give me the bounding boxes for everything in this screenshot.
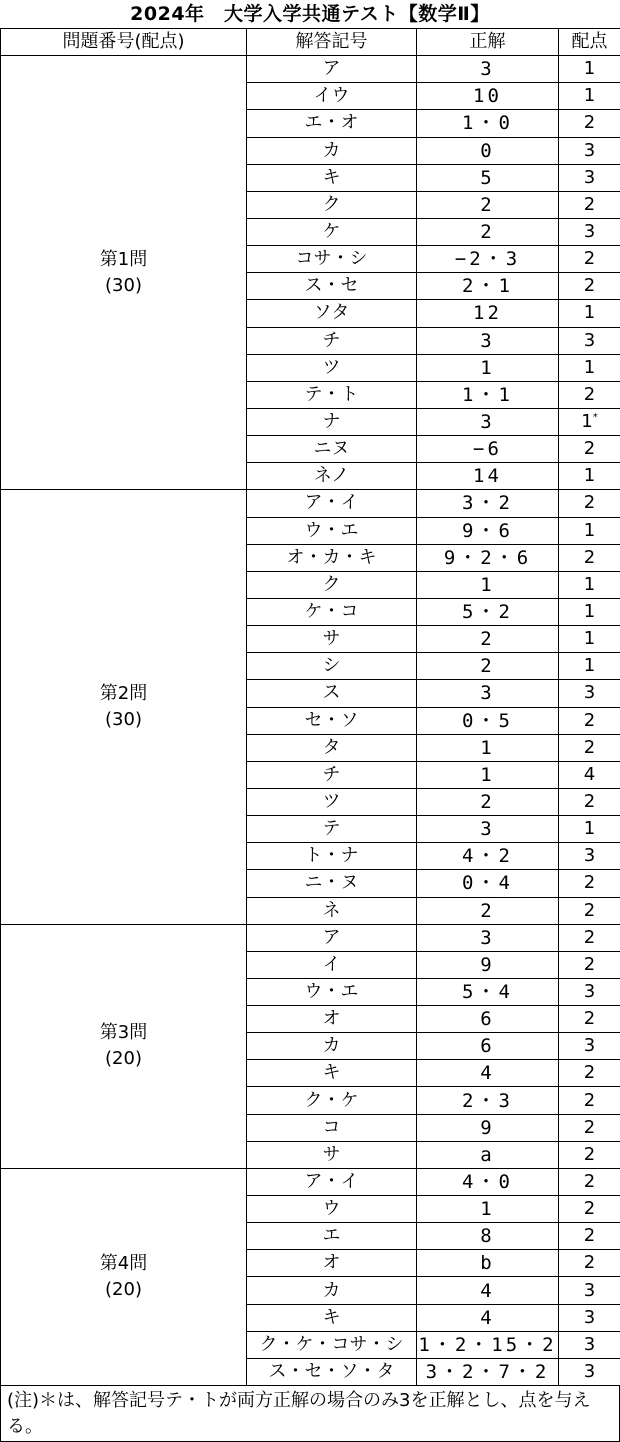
points-value: 1 — [584, 357, 595, 378]
question-name: 第2問 — [1, 681, 246, 707]
header-points: 配点 — [559, 29, 620, 56]
answer-value: 3・2・7・2 — [417, 1358, 559, 1385]
points-cell — [559, 1223, 620, 1250]
points-cell — [559, 816, 620, 843]
answer-value: 4・2 — [417, 843, 559, 870]
points-cell — [559, 1304, 620, 1331]
answer-symbol: ア — [247, 924, 417, 951]
question-name: 第4問 — [1, 1251, 246, 1277]
answer-value: 5・4 — [417, 978, 559, 1005]
points-value: 3 — [584, 1280, 595, 1301]
answer-value: 1 — [417, 354, 559, 381]
answer-value: 1 — [417, 734, 559, 761]
points-cell — [559, 734, 620, 761]
answer-value: −2・3 — [417, 246, 559, 273]
answer-value: 5 — [417, 164, 559, 191]
answer-symbol: ス・セ — [247, 273, 417, 300]
answer-value: 4 — [417, 1060, 559, 1087]
answer-symbol: ケ・コ — [247, 598, 417, 625]
answer-symbol: ニヌ — [247, 436, 417, 463]
header-question: 問題番号(配点) — [1, 29, 247, 56]
points-cell — [559, 598, 620, 625]
points-cell — [559, 626, 620, 653]
answer-symbol: サ — [247, 1141, 417, 1168]
points-value: 2 — [584, 438, 595, 459]
answer-value: 2 — [417, 218, 559, 245]
points-value: 2 — [584, 248, 595, 269]
points-value: 1 — [584, 601, 595, 622]
points-value: 3 — [584, 1307, 595, 1328]
answer-symbol: シ — [247, 653, 417, 680]
table-row — [1, 924, 620, 951]
answer-symbol: ク — [247, 571, 417, 598]
points-cell — [559, 1060, 620, 1087]
answer-symbol: エ — [247, 1223, 417, 1250]
points-cell — [559, 1168, 620, 1195]
points-value: 1 — [584, 465, 595, 486]
points-value: 2 — [584, 275, 595, 296]
answer-symbol: キ — [247, 1060, 417, 1087]
answer-symbol: オ — [247, 1006, 417, 1033]
points-value: 2 — [584, 1198, 595, 1219]
answer-value: 9・6 — [417, 517, 559, 544]
answer-value: a — [417, 1141, 559, 1168]
points-cell — [559, 137, 620, 164]
answer-symbol: ア・イ — [247, 1168, 417, 1195]
answer-symbol: キ — [247, 1304, 417, 1331]
answer-value: b — [417, 1250, 559, 1277]
answer-symbol: ク・ケ・コサ・シ — [247, 1331, 417, 1358]
points-value: 3 — [584, 140, 595, 161]
points-value: 2 — [584, 1090, 595, 1111]
answer-value: 2・3 — [417, 1087, 559, 1114]
points-value: 3 — [584, 1361, 595, 1382]
points-cell — [559, 1250, 620, 1277]
points-cell — [559, 246, 620, 273]
points-value: 3 — [584, 167, 595, 188]
answer-value: 0・4 — [417, 870, 559, 897]
points-cell — [559, 490, 620, 517]
answer-symbol: チ — [247, 327, 417, 354]
points-cell — [559, 761, 620, 788]
points-value: 2 — [584, 1062, 595, 1083]
header-answer: 正解 — [417, 29, 559, 56]
points-value: 2 — [584, 547, 595, 568]
answer-symbol: ウ・エ — [247, 517, 417, 544]
answer-symbol: ソタ — [247, 300, 417, 327]
answer-symbol: イ — [247, 951, 417, 978]
points-value: 2 — [584, 872, 595, 893]
answer-value: 3 — [417, 924, 559, 951]
question-name: 第1問 — [1, 247, 246, 273]
points-cell — [559, 924, 620, 951]
answer-symbol: テ — [247, 816, 417, 843]
points-value: 2 — [584, 710, 595, 731]
answer-value: 2・1 — [417, 273, 559, 300]
answer-symbol: オ — [247, 1250, 417, 1277]
points-value: 2 — [584, 492, 595, 513]
points-value: 2 — [584, 1144, 595, 1165]
answer-value: 9 — [417, 1114, 559, 1141]
answer-value: 1・2・15・2 — [417, 1331, 559, 1358]
points-cell — [559, 1033, 620, 1060]
answer-symbol: ネノ — [247, 463, 417, 490]
answer-value: 2 — [417, 626, 559, 653]
answer-symbol: ウ・エ — [247, 978, 417, 1005]
table-body — [1, 56, 620, 1386]
points-value: 2 — [584, 927, 595, 948]
answer-symbol: ク・ケ — [247, 1087, 417, 1114]
answer-symbol: ニ・ヌ — [247, 870, 417, 897]
answer-symbol: テ・ト — [247, 381, 417, 408]
question-score: (20) — [1, 1277, 246, 1303]
points-cell — [559, 870, 620, 897]
points-value: 3 — [584, 981, 595, 1002]
points-cell — [559, 300, 620, 327]
answer-symbol: サ — [247, 626, 417, 653]
table-row — [1, 490, 620, 517]
points-cell — [559, 897, 620, 924]
table-row — [1, 1168, 620, 1195]
question-cell — [1, 924, 247, 1168]
answer-value: 1・0 — [417, 110, 559, 137]
answer-symbol: カ — [247, 137, 417, 164]
points-cell — [559, 354, 620, 381]
points-value: 2 — [584, 384, 595, 405]
answer-symbol: チ — [247, 761, 417, 788]
answer-symbol: オ・カ・キ — [247, 544, 417, 571]
table-row — [1, 56, 620, 83]
answer-value: 1 — [417, 761, 559, 788]
points-cell — [559, 544, 620, 571]
answer-table — [0, 28, 620, 1386]
points-cell — [559, 1358, 620, 1385]
answer-value: 1 — [417, 571, 559, 598]
question-score: (30) — [1, 273, 246, 299]
answer-symbol: ツ — [247, 788, 417, 815]
points-value: 1 — [584, 574, 595, 595]
points-cell — [559, 56, 620, 83]
points-value: 2 — [584, 954, 595, 975]
answer-symbol: ツ — [247, 354, 417, 381]
points-cell — [559, 1277, 620, 1304]
points-value: 2 — [584, 194, 595, 215]
points-value: 1 — [584, 655, 595, 676]
points-value: 2 — [584, 900, 595, 921]
points-value: 1 — [584, 85, 595, 106]
points-value: 3 — [584, 1334, 595, 1355]
answer-symbol: ス・セ・ソ・タ — [247, 1358, 417, 1385]
points-cell — [559, 978, 620, 1005]
answer-value: 2 — [417, 788, 559, 815]
points-cell — [559, 463, 620, 490]
answer-value: 1 — [417, 1196, 559, 1223]
points-cell — [559, 1141, 620, 1168]
answer-symbol: ク — [247, 191, 417, 218]
points-cell — [559, 1196, 620, 1223]
points-value: 3 — [584, 221, 595, 242]
points-value: 1 — [584, 628, 595, 649]
answer-value: 2 — [417, 653, 559, 680]
points-cell — [559, 110, 620, 137]
answer-value: 3 — [417, 56, 559, 83]
answer-symbol: セ・ソ — [247, 707, 417, 734]
points-value: 2 — [584, 1225, 595, 1246]
answer-value: 3 — [417, 327, 559, 354]
answer-symbol: コ — [247, 1114, 417, 1141]
answer-symbol: ト・ナ — [247, 843, 417, 870]
answer-symbol: ナ — [247, 408, 417, 435]
question-score: (30) — [1, 707, 246, 733]
question-cell — [1, 56, 247, 490]
answer-value: 12 — [417, 300, 559, 327]
answer-value: 5・2 — [417, 598, 559, 625]
points-value: 2 — [584, 1008, 595, 1029]
points-cell — [559, 1331, 620, 1358]
table-header-row — [1, 29, 620, 56]
points-value: 2 — [584, 1171, 595, 1192]
answer-value: 4 — [417, 1304, 559, 1331]
footnote: (注)＊は、解答記号テ・トが両方正解の場合のみ3を正解とし、点を与える。 — [0, 1386, 620, 1442]
points-cell — [559, 327, 620, 354]
header-symbol: 解答記号 — [247, 29, 417, 56]
points-value: 1 — [584, 818, 595, 839]
points-cell — [559, 191, 620, 218]
points-cell — [559, 436, 620, 463]
answer-value: 6 — [417, 1006, 559, 1033]
answer-symbol: ア — [247, 56, 417, 83]
points-value: 1 — [581, 411, 592, 432]
points-cell — [559, 381, 620, 408]
points-value: 1 — [584, 58, 595, 79]
points-cell — [559, 164, 620, 191]
answer-symbol: キ — [247, 164, 417, 191]
points-value: 3 — [584, 845, 595, 866]
points-value: 2 — [584, 112, 595, 133]
answer-value: 8 — [417, 1223, 559, 1250]
answer-value: 3・2 — [417, 490, 559, 517]
points-value: 3 — [584, 682, 595, 703]
points-value: 2 — [584, 737, 595, 758]
points-cell — [559, 571, 620, 598]
points-value: 3 — [584, 1035, 595, 1056]
answer-symbol: イウ — [247, 83, 417, 110]
answer-symbol: タ — [247, 734, 417, 761]
points-cell — [559, 83, 620, 110]
answer-value: 2 — [417, 897, 559, 924]
answer-value: 2 — [417, 191, 559, 218]
points-cell — [559, 788, 620, 815]
answer-value: 3 — [417, 816, 559, 843]
points-cell — [559, 680, 620, 707]
points-value: 3 — [584, 330, 595, 351]
answer-value: 10 — [417, 83, 559, 110]
asterisk-mark: * — [593, 412, 598, 423]
points-cell — [559, 707, 620, 734]
answer-value: 0・5 — [417, 707, 559, 734]
points-value: 2 — [584, 791, 595, 812]
points-cell — [559, 1114, 620, 1141]
points-value: 2 — [584, 1117, 595, 1138]
answer-symbol: エ・オ — [247, 110, 417, 137]
answer-value: −6 — [417, 436, 559, 463]
points-cell — [559, 1006, 620, 1033]
answer-value: 14 — [417, 463, 559, 490]
points-cell — [559, 1087, 620, 1114]
question-cell — [1, 490, 247, 924]
answer-symbol: ア・イ — [247, 490, 417, 517]
points-value: 1 — [584, 302, 595, 323]
answer-value: 0 — [417, 137, 559, 164]
points-value: 1 — [584, 520, 595, 541]
points-cell — [559, 517, 620, 544]
answer-value: 3 — [417, 680, 559, 707]
question-score: (20) — [1, 1046, 246, 1072]
points-cell — [559, 408, 620, 435]
answer-symbol: ケ — [247, 218, 417, 245]
answer-symbol: カ — [247, 1033, 417, 1060]
answer-value: 4・0 — [417, 1168, 559, 1195]
points-cell — [559, 273, 620, 300]
points-cell — [559, 951, 620, 978]
answer-symbol: ウ — [247, 1196, 417, 1223]
answer-value: 3 — [417, 408, 559, 435]
points-cell — [559, 218, 620, 245]
answer-value: 9・2・6 — [417, 544, 559, 571]
points-value: 4 — [584, 764, 595, 785]
answer-symbol: カ — [247, 1277, 417, 1304]
points-cell — [559, 653, 620, 680]
answer-value: 6 — [417, 1033, 559, 1060]
answer-value: 9 — [417, 951, 559, 978]
question-name: 第3問 — [1, 1020, 246, 1046]
answer-symbol: ス — [247, 680, 417, 707]
answer-symbol: コサ・シ — [247, 246, 417, 273]
question-cell — [1, 1168, 247, 1385]
answer-value: 4 — [417, 1277, 559, 1304]
points-cell — [559, 843, 620, 870]
answer-symbol: ネ — [247, 897, 417, 924]
answer-value: 1・1 — [417, 381, 559, 408]
points-value: 2 — [584, 1252, 595, 1273]
page-title: 2024年 大学入学共通テスト【数学Ⅱ】 — [0, 0, 620, 28]
